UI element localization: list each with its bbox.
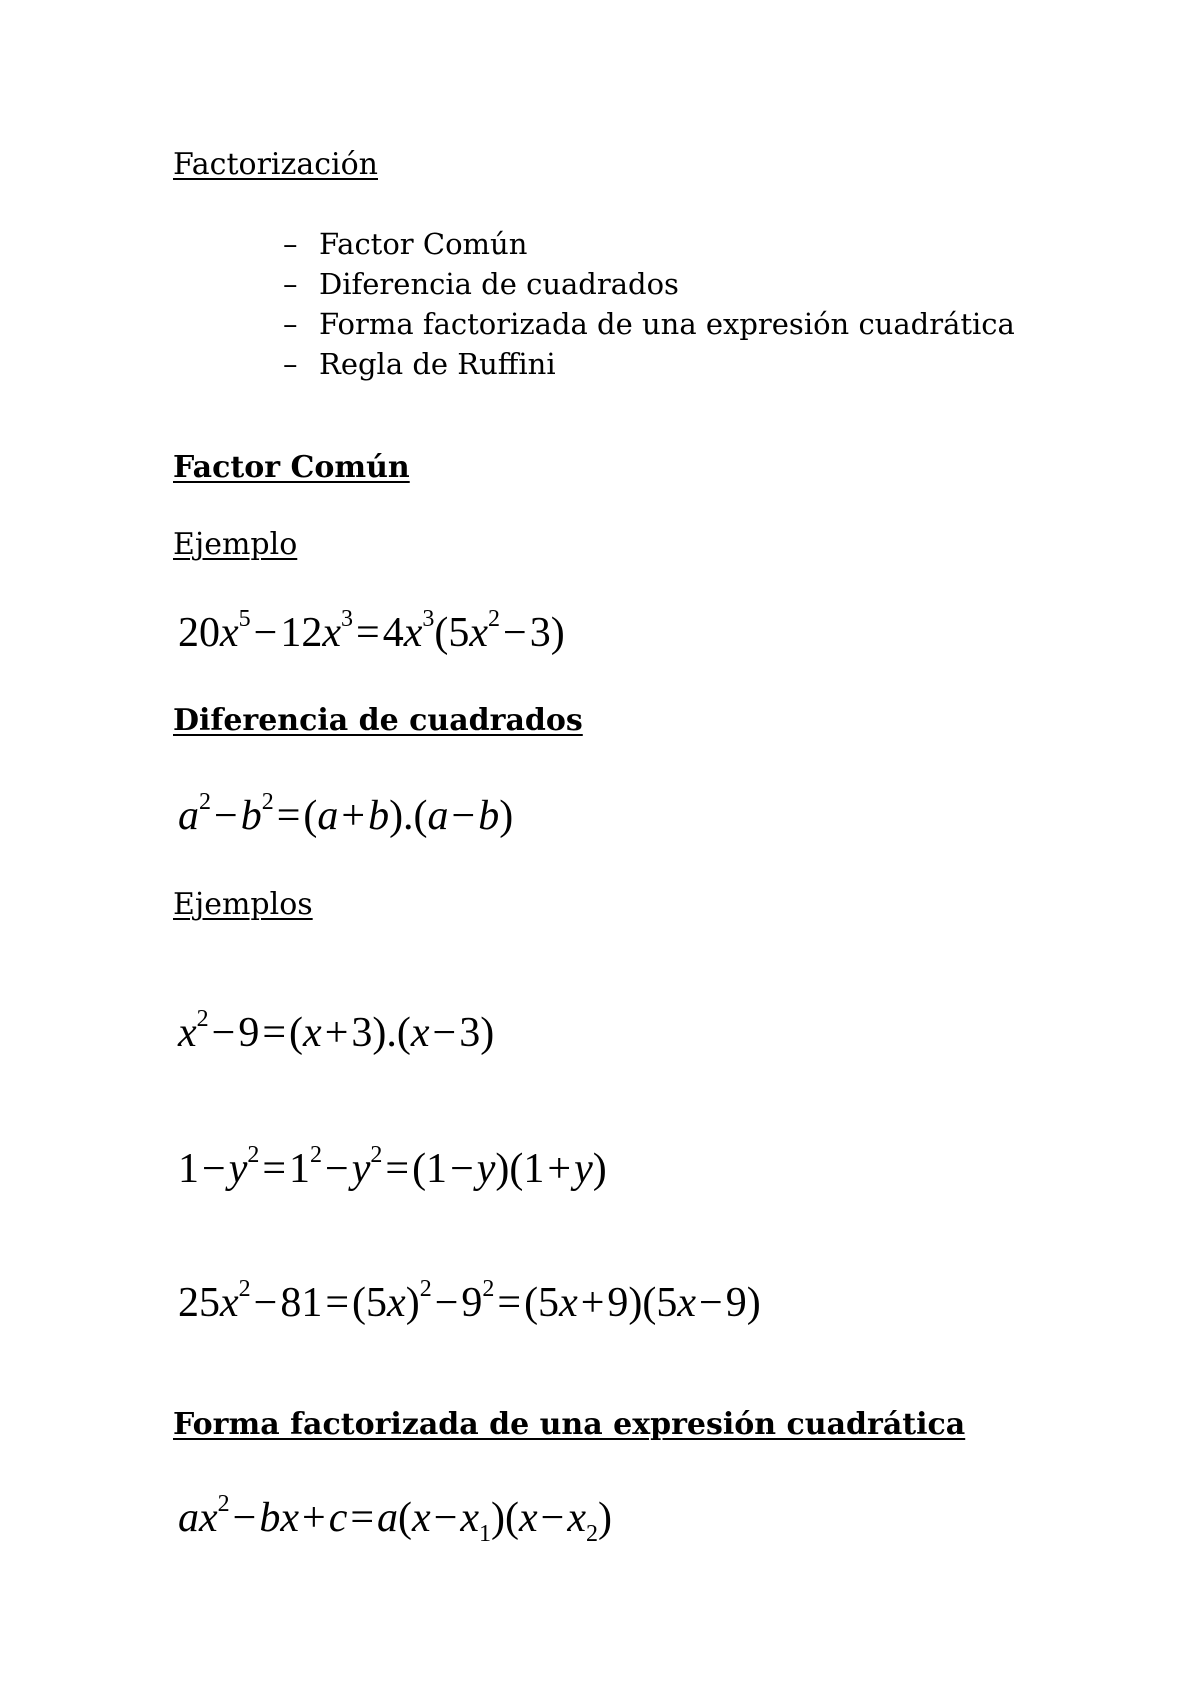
equation-factor-comun: $20x^5-12x^3=4x^3(5x^2-3)$ [178,606,565,656]
list-item [283,264,1015,304]
page-title: Factorización [173,147,378,182]
list-marker: – [283,267,298,301]
equation-example-1: $x^2-9=(x+3).(x-3)$ [178,1006,495,1056]
topic-label: Forma factorizada de una expresión cuadrática [319,307,1015,341]
list-marker: – [283,347,298,381]
examples-label: Ejemplos [173,887,313,922]
list-marker: – [283,307,298,341]
equation-example-3: $25x^2-81=(5x)^2-9^2=(5x+9)(5x-9)$ [178,1276,761,1326]
equation-diferencia-formula: $a^2-b^2=(a+b).(a-b)$ [178,789,514,839]
topic-label: Factor Común [319,227,528,261]
section-heading-forma-factorizada: Forma factorizada de una expresión cuadrática [173,1407,966,1442]
topic-label: Regla de Ruffini [319,347,556,381]
section-heading-diferencia-de-cuadrados: Diferencia de cuadrados [173,703,583,738]
topic-label: Diferencia de cuadrados [319,267,679,301]
list-item [283,344,1015,384]
equation-forma-factorizada: $ax^2-bx+c=a(x-x_1)(x-x_2)$ [178,1491,613,1547]
list-item [283,224,1015,264]
section-heading-factor-comun: Factor Común [173,450,410,485]
list-marker: – [283,227,298,261]
example-label: Ejemplo [173,527,298,562]
equation-example-2: $1-y^2=1^2-y^2=(1-y)(1+y)$ [178,1142,607,1192]
topic-list [283,224,1015,384]
list-item [283,304,1015,344]
